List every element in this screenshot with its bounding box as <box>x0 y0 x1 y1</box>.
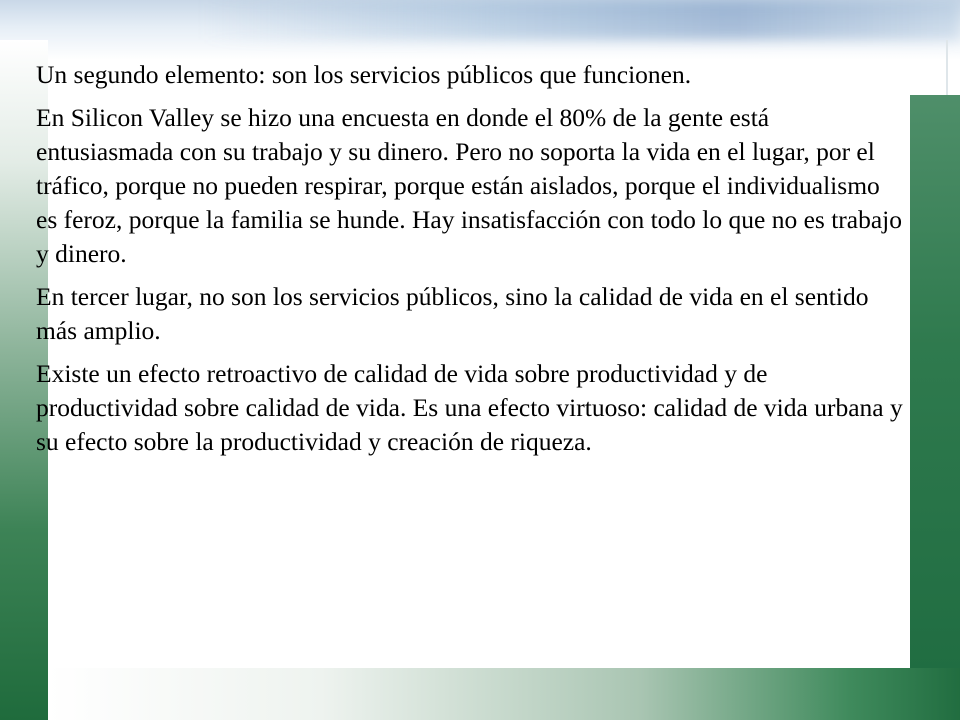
right-edge-line <box>946 40 948 95</box>
paragraph-2: En Silicon Valley se hizo una encuesta en donde el 80% de la gente está entusiasmada con su trabajo y su dinero. Pero no soporta la vida en el lugar, por el tráfico, porque no pueden respirar, porque están aislados, porque el individualismo es feroz, porque la familia se hunde. Hay insatisfacción con todo lo que no es trabajo y dinero. <box>36 103 903 268</box>
top-blue-streak <box>200 0 960 40</box>
bottom-gradient-band <box>48 668 960 720</box>
paragraph-1: Un segundo elemento: son los servicios públicos que funcionen. <box>36 60 692 89</box>
paragraph-3: En tercer lugar, no son los servicios públicos, sino la calidad de vida en el sentido más amplio. <box>36 282 869 345</box>
right-green-bar <box>910 95 960 720</box>
paragraph-4: Existe un efecto retroactivo de calidad de vida sobre productividad y de productividad sobre calidad de vida. Es una efecto virtuoso: calidad de vida urbana y su efecto sobre la productividad y creación de riqueza. <box>36 359 903 456</box>
slide-text-body <box>36 58 906 468</box>
